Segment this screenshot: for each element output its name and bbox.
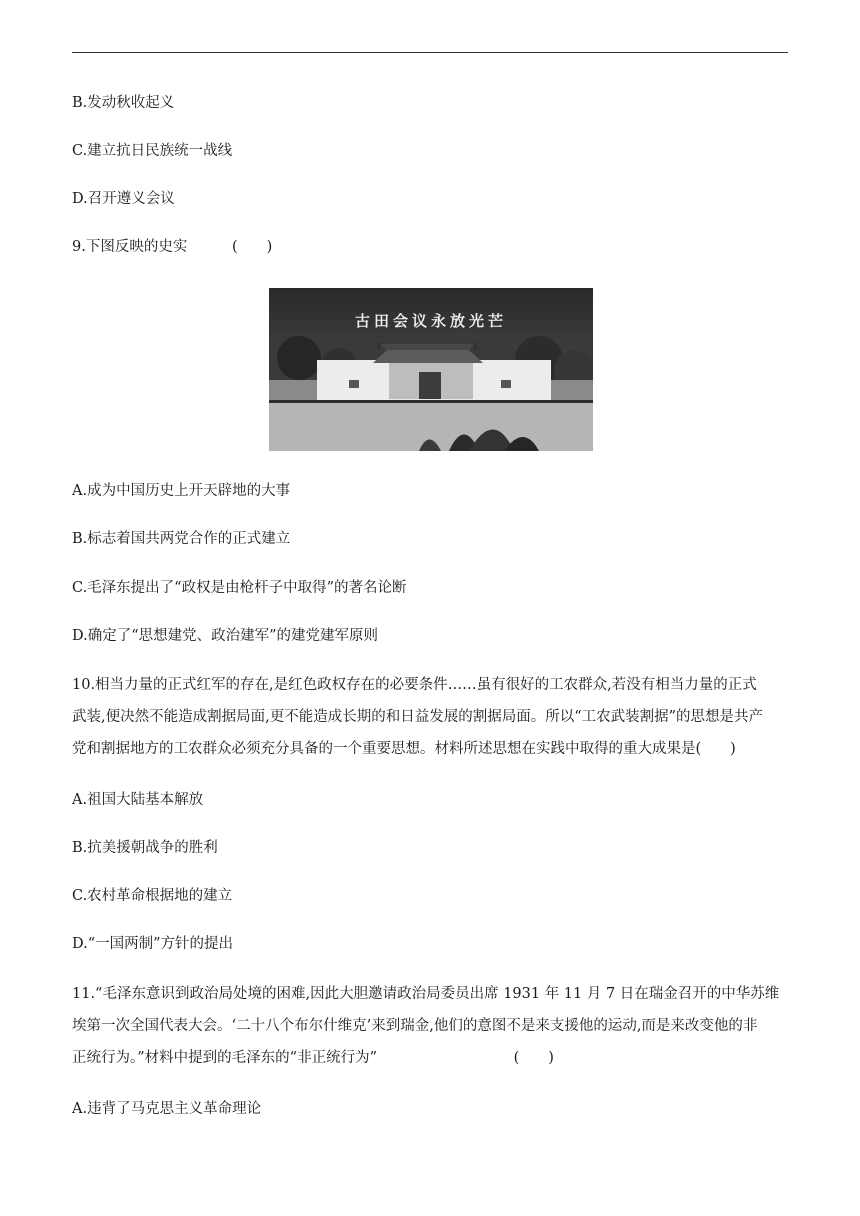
q10-option-d: D.“一国两制”方针的提出	[72, 936, 234, 952]
q8-option-b: B.发动秋收起义	[72, 95, 175, 111]
q10-stem	[72, 669, 788, 765]
q11-stem-line-1: 11.“毛泽东意识到政治局处境的困难,因此大胆邀请政治局委员出席 1931 年 11 月 7 日在瑞金召开的中华苏维	[72, 986, 780, 1002]
q9-option-c: C.毛泽东提出了“政权是由枪杆子中取得”的著名论断	[72, 580, 407, 596]
q10-option-c: C.农村革命根据地的建立	[72, 888, 233, 904]
q9-answer-blank: ( )	[231, 239, 273, 255]
q11-stem-line-3	[72, 1042, 788, 1074]
q10-option-b: B.抗美援朝战争的胜利	[72, 840, 218, 856]
q10-option-a: A.祖国大陆基本解放	[72, 792, 204, 808]
q11-answer-blank: ( )	[513, 1050, 554, 1066]
q9-option-b: B.标志着国共两党合作的正式建立	[72, 531, 291, 547]
q9-stem	[72, 237, 788, 257]
gutian-sign-text: 古田会议永放光芒	[354, 312, 508, 330]
gutian-meeting-photo-svg	[269, 288, 593, 451]
q10-stem-line-2: 武装,便决然不能造成割据局面,更不能造成长期的和日益发展的割据局面。所以“工农武装割据”的思想是共产	[72, 709, 764, 725]
q8-option-c: C.建立抗日民族统一战线	[72, 143, 233, 159]
q10-stem-line-3: 党和割据地方的工农群众必须充分具备的一个重要思想。材料所述思想在实践中取得的重大成果是( )	[72, 741, 736, 757]
q8-option-d: D.召开遵义会议	[72, 191, 175, 207]
header-rule	[72, 52, 788, 53]
q11-stem-line-2: 埃第一次全国代表大会。‘二十八个布尔什维克’来到瑞金,他们的意图不是来支援他的运动,而是来改变他的非	[72, 1018, 758, 1034]
gutian-meeting-photo	[269, 288, 593, 451]
q9-stem-text: 9.下图反映的史实	[72, 239, 188, 255]
q11-option-a: A.违背了马克思主义革命理论	[72, 1101, 262, 1117]
q10-stem-line-1: 10.相当力量的正式红军的存在,是红色政权存在的必要条件……虽有很好的工农群众,若没有相当力量的正式	[72, 677, 757, 693]
q11-stem-line-3-text: 正统行为。”材料中提到的毛泽东的“非正统行为”	[72, 1050, 377, 1066]
q9-option-d: D.确定了“思想建党、政治建军”的建党建军原则	[72, 628, 379, 644]
q11-stem	[72, 978, 788, 1074]
q9-option-a: A.成为中国历史上开天辟地的大事	[72, 483, 291, 499]
